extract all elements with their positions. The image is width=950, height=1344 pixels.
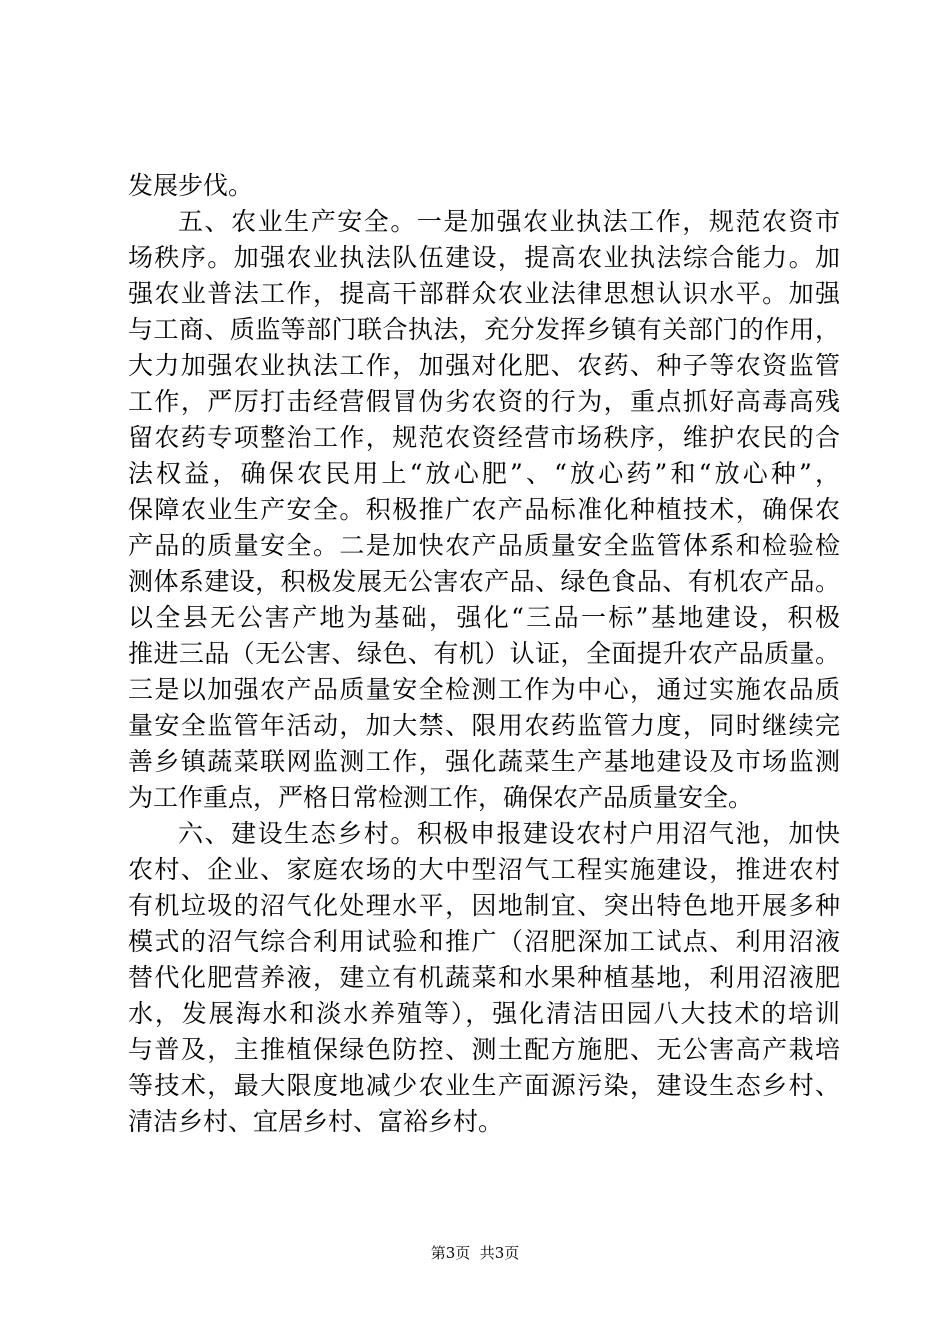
text-line: 等技术，最大限度地减少农业生产面源污染，建设生态乡村、	[128, 1071, 840, 1100]
text-line: 大力加强农业执法工作，加强对化肥、农药、种子等农资监管	[128, 351, 840, 380]
text-line: 与普及，主推植保绿色防控、测土配方施肥、无公害高产栽培	[128, 1035, 840, 1064]
paragraph-five	[128, 204, 840, 816]
page-footer	[0, 1243, 950, 1263]
text-line: 善乡镇蔬菜联网监测工作，强化蔬菜生产基地建设及市场监测	[128, 747, 840, 776]
text-line: 有机垃圾的沼气化处理水平，因地制宜、突出特色地开展多种	[128, 891, 840, 920]
text-line: 发展步伐。	[128, 171, 254, 200]
text-line: 五、农业生产安全。一是加强农业执法工作，规范农资市	[178, 207, 840, 236]
text-line: 产品的质量安全。二是加快农产品质量安全监管体系和检验检	[128, 531, 840, 560]
paragraph-continuation	[128, 168, 840, 204]
text-line: 强农业普法工作，提高干部群众农业法律思想认识水平。加强	[128, 279, 840, 308]
text-line: 水，发展海水和淡水养殖等），强化清洁田园八大技术的培训	[128, 999, 840, 1028]
text-line: 模式的沼气综合利用试验和推广（沼肥深加工试点、利用沼液	[128, 927, 840, 956]
text-line: 六、建设生态乡村。积极申报建设农村户用沼气池，加快	[178, 819, 840, 848]
text-line: 法权益，确保农民用上“放心肥”、“放心药”和“放心种”，	[128, 459, 840, 488]
text-line: 农村、企业、家庭农场的大中型沼气工程实施建设，推进农村	[128, 855, 840, 884]
text-line: 三是以加强农产品质量安全检测工作为中心，通过实施农品质	[128, 675, 840, 704]
text-line: 保障农业生产安全。积极推广农产品标准化种植技术，确保农	[128, 495, 840, 524]
text-line: 与工商、质监等部门联合执法，充分发挥乡镇有关部门的作用，	[128, 315, 840, 344]
page-number: 第3页 共3页	[430, 1244, 520, 1262]
text-line: 工作，严厉打击经营假冒伪劣农资的行为，重点抓好高毒高残	[128, 387, 840, 416]
text-line: 清洁乡村、宜居乡村、富裕乡村。	[128, 1107, 504, 1136]
text-line: 为工作重点，严格日常检测工作，确保农产品质量安全。	[128, 783, 754, 812]
text-line: 场秩序。加强农业执法队伍建设，提高农业执法综合能力。加	[128, 243, 840, 272]
paragraph-six	[128, 816, 840, 1140]
document-body	[128, 168, 840, 1140]
text-line: 替代化肥营养液，建立有机蔬菜和水果种植基地，利用沼液肥	[128, 963, 840, 992]
text-line: 推进三品（无公害、绿色、有机）认证，全面提升农产品质量。	[128, 639, 840, 668]
text-line: 量安全监管年活动，加大禁、限用农药监管力度，同时继续完	[128, 711, 840, 740]
text-line: 留农药专项整治工作，规范农资经营市场秩序，维护农民的合	[128, 423, 840, 452]
text-line: 以全县无公害产地为基础，强化“三品一标”基地建设，积极	[128, 603, 840, 632]
text-line: 测体系建设，积极发展无公害农产品、绿色食品、有机农产品。	[128, 567, 840, 596]
